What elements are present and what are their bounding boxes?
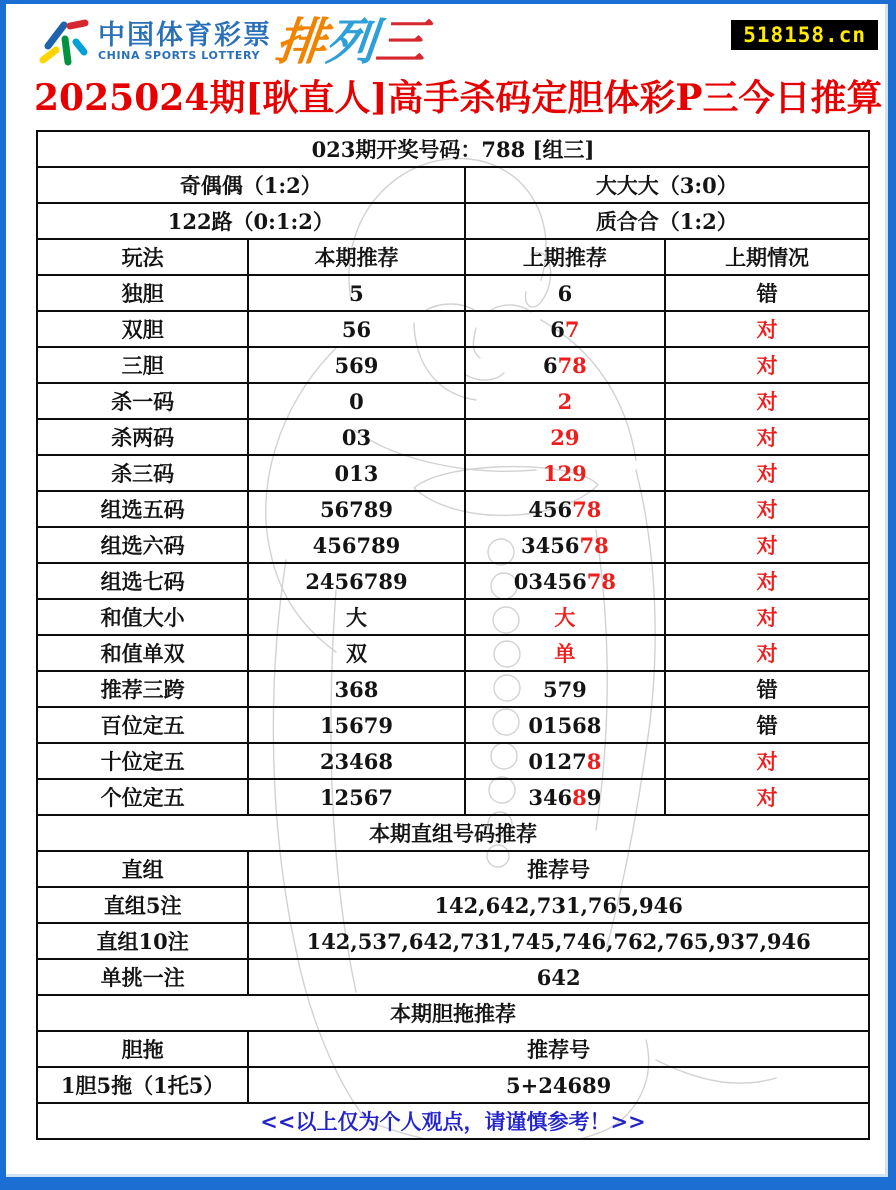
column-header: 上期推荐: [465, 239, 666, 275]
brand-name-en: CHINA SPORTS LOTTERY: [98, 49, 261, 63]
value-segment: 579: [542, 676, 587, 702]
value-segment: 3456: [521, 532, 580, 558]
previous-result: 对: [665, 743, 869, 779]
value-segment: 78: [579, 532, 609, 558]
value-segment: 9: [586, 784, 602, 810]
previous-result: 对: [665, 383, 869, 419]
summary-cell: 质合合（1:2）: [465, 203, 869, 239]
site-badge: 518158.cn: [731, 20, 878, 50]
previous-result: 错: [665, 275, 869, 311]
current-recommendation: 15679: [248, 707, 464, 743]
value-segment: 大: [554, 605, 576, 630]
value-segment: 78: [572, 496, 602, 522]
play-label: 1胆5拖（1托5）: [37, 1067, 248, 1103]
current-recommendation: 569: [248, 347, 464, 383]
brand-name-cn: 中国体育彩票: [98, 20, 272, 52]
value-segment: 7: [564, 316, 580, 342]
previous-recommendation: [465, 275, 666, 311]
previous-recommendation: [465, 491, 666, 527]
play-label: 独胆: [37, 275, 248, 311]
previous-recommendation: [465, 383, 666, 419]
current-recommendation: 56789: [248, 491, 464, 527]
current-recommendation: 12567: [248, 779, 464, 815]
summary-cell: 122路（0:1:2）: [37, 203, 465, 239]
draw-result-row: 023期开奖号码：788 [组三]: [37, 131, 869, 167]
previous-recommendation: [465, 707, 666, 743]
value-segment: 6: [557, 280, 573, 306]
play-label: 推荐三跨: [37, 671, 248, 707]
play-label: 杀一码: [37, 383, 248, 419]
previous-result: 对: [665, 635, 869, 671]
previous-result: 对: [665, 599, 869, 635]
previous-recommendation: [465, 419, 666, 455]
sports-lottery-emblem-icon: [34, 14, 92, 70]
column-header: 玩法: [37, 239, 248, 275]
product-logo-pailiesan: [273, 14, 429, 70]
summary-cell: 大大大（3:0）: [465, 167, 869, 203]
value-segment: 01568: [528, 712, 602, 738]
current-recommendation: 双: [248, 635, 464, 671]
previous-result: 对: [665, 419, 869, 455]
product-char: 列: [322, 13, 380, 71]
value-segment: 29: [550, 424, 580, 450]
play-label: 三胆: [37, 347, 248, 383]
previous-result: 错: [665, 671, 869, 707]
value-segment: 8: [572, 784, 587, 810]
disclaimer-note: <<以上仅为个人观点，请谨慎参考！>>: [37, 1103, 869, 1139]
previous-recommendation: [465, 347, 666, 383]
recommended-numbers: 5+24689: [248, 1067, 869, 1103]
play-label: 组选五码: [37, 491, 248, 527]
recommended-numbers: 142,642,731,765,946: [248, 887, 869, 923]
value-segment: 6: [542, 352, 558, 378]
current-recommendation: 5: [248, 275, 464, 311]
previous-recommendation: [465, 635, 666, 671]
play-label: 百位定五: [37, 707, 248, 743]
product-char: 排: [272, 13, 330, 71]
current-recommendation: 368: [248, 671, 464, 707]
current-recommendation: 23468: [248, 743, 464, 779]
previous-result: 对: [665, 311, 869, 347]
previous-result: 错: [665, 707, 869, 743]
value-segment: 03456: [513, 568, 587, 594]
play-label: 直组5注: [37, 887, 248, 923]
play-label: 和值单双: [37, 635, 248, 671]
play-label: 十位定五: [37, 743, 248, 779]
value-segment: 0127: [528, 748, 587, 774]
prediction-table: [36, 130, 870, 1140]
previous-result: 对: [665, 527, 869, 563]
previous-result: 对: [665, 779, 869, 815]
column-header: 推荐号: [248, 851, 869, 887]
previous-result: 对: [665, 563, 869, 599]
previous-recommendation: [465, 599, 666, 635]
previous-recommendation: [465, 779, 666, 815]
brand-text: [98, 22, 272, 62]
value-segment: 8: [586, 748, 602, 774]
previous-result: 对: [665, 491, 869, 527]
previous-recommendation: [465, 455, 666, 491]
recommended-numbers: 142,537,642,731,745,746,762,765,937,946: [248, 923, 869, 959]
summary-cell: 奇偶偶（1:2）: [37, 167, 465, 203]
value-segment: 2: [557, 388, 573, 414]
current-recommendation: 0: [248, 383, 464, 419]
value-segment: 456: [528, 496, 573, 522]
column-header: 推荐号: [248, 1031, 869, 1067]
product-char: 三: [372, 13, 430, 71]
value-segment: 129: [542, 460, 587, 486]
column-header: 胆拖: [37, 1031, 248, 1067]
previous-recommendation: [465, 671, 666, 707]
play-label: 组选六码: [37, 527, 248, 563]
column-header: 上期情况: [665, 239, 869, 275]
value-segment: 78: [586, 568, 617, 594]
value-segment: 346: [528, 784, 573, 810]
column-header: 本期推荐: [248, 239, 464, 275]
previous-result: 对: [665, 347, 869, 383]
current-recommendation: 013: [248, 455, 464, 491]
play-label: 直组10注: [37, 923, 248, 959]
brand-logo: [34, 12, 430, 72]
value-segment: 78: [557, 352, 587, 378]
play-label: 和值大小: [37, 599, 248, 635]
current-recommendation: 2456789: [248, 563, 464, 599]
value-segment: 6: [550, 316, 565, 342]
page-title: 2025024期[耿直人]高手杀码定胆体彩P三今日推算: [34, 77, 883, 119]
section-title: 本期直组号码推荐: [37, 815, 869, 851]
current-recommendation: 456789: [248, 527, 464, 563]
previous-recommendation: [465, 527, 666, 563]
value-segment: 单: [554, 641, 576, 666]
previous-recommendation: [465, 563, 666, 599]
previous-recommendation: [465, 743, 666, 779]
current-recommendation: 大: [248, 599, 464, 635]
play-label: 杀两码: [37, 419, 248, 455]
current-recommendation: 03: [248, 419, 464, 455]
previous-recommendation: [465, 311, 666, 347]
play-label: 个位定五: [37, 779, 248, 815]
recommended-numbers: 642: [248, 959, 869, 995]
current-recommendation: 56: [248, 311, 464, 347]
previous-result: 对: [665, 455, 869, 491]
play-label: 双胆: [37, 311, 248, 347]
play-label: 单挑一注: [37, 959, 248, 995]
column-header: 直组: [37, 851, 248, 887]
play-label: 组选七码: [37, 563, 248, 599]
section-title: 本期胆拖推荐: [37, 995, 869, 1031]
play-label: 杀三码: [37, 455, 248, 491]
